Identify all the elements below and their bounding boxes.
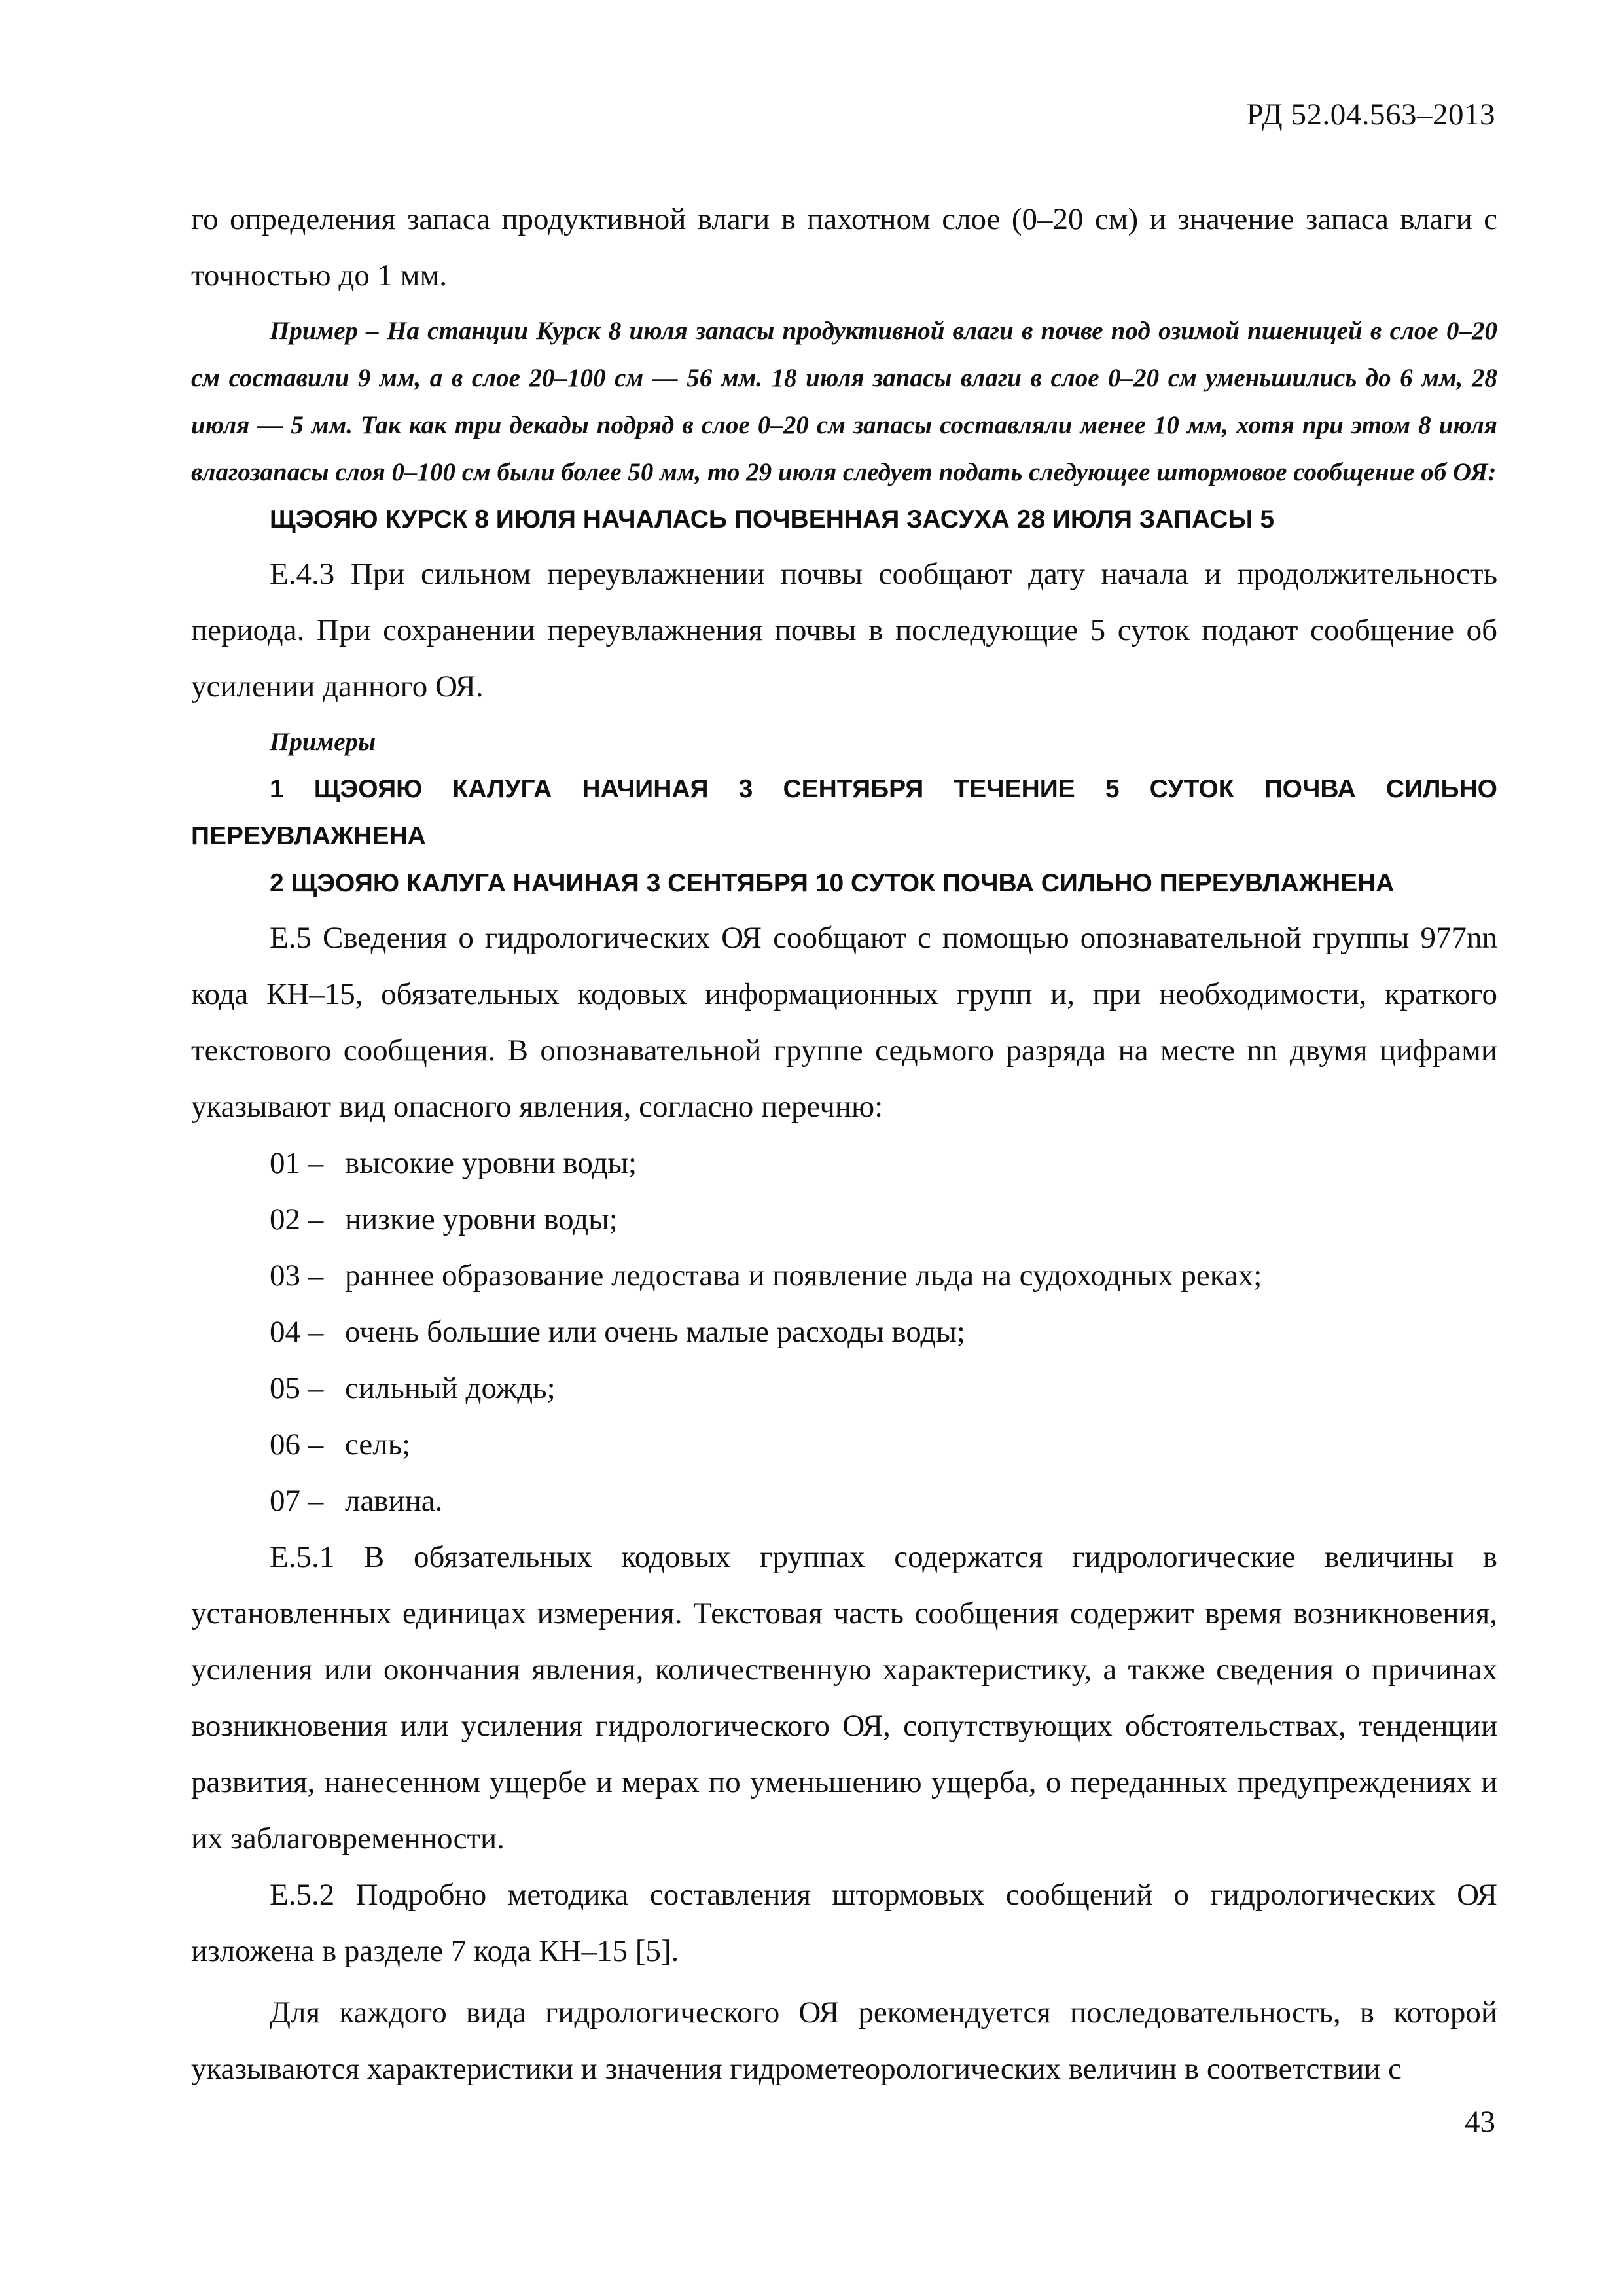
hazard-list: [191, 1135, 1497, 1529]
list-item-number: 06 –: [270, 1427, 324, 1462]
list-item-number: 02 –: [270, 1202, 324, 1236]
section-e51: Е.5.1 В обязательных кодовых группах содержатся гидрологические величины в установленных единицах измерения. Текстовая часть сообщения содержит время возникновения, усиления или окончания явления, количественную характеристику, а также сведения о причинах возникновения или усиления гидрологического ОЯ, сопутствующих обстоятельствах, тенденции развития, нанесенном ущербе и мерах по уменьшению ущерба, о переданных предупреждениях и их заблаговременности.: [191, 1540, 1497, 1856]
list-item-number: 03 –: [270, 1259, 324, 1293]
list-item-text: низкие уровни воды;: [345, 1202, 618, 1236]
list-item-text: раннее образование ледостава и появление льда на судоходных реках;: [345, 1259, 1262, 1293]
section-e5: Е.5 Сведения о гидрологических ОЯ сообщают с помощью опознавательной группы 977nn кода КН–15, обязательных кодовых информационных групп и, при необходимости, краткого текстового сообщения. В опознавательной группе седьмого разряда на месте nn двумя цифрами указывают вид опасного явления, согласно перечню:: [191, 921, 1497, 1124]
list-item-number: 07 –: [270, 1484, 324, 1518]
list-item: [191, 1247, 1497, 1304]
document-code: РД 52.04.563–2013: [1246, 98, 1495, 132]
examples-heading: Примеры: [270, 728, 376, 756]
page-number: 43: [1465, 2105, 1495, 2139]
storm-message-example: ЩЭОЯЮ КУРСК 8 ИЮЛЯ НАЧАЛАСЬ ПОЧВЕННАЯ ЗАСУХА 28 ИЮЛЯ ЗАПАСЫ 5: [270, 505, 1275, 533]
section-e43: Е.4.3 При сильном переувлажнении почвы сообщают дату начала и продолжительность периода. При сохранении переувлажнения почвы в последующие 5 суток подают сообщение об усилении данного ОЯ.: [191, 557, 1497, 704]
list-item-text: лавина.: [345, 1484, 443, 1518]
list-item-number: 01 –: [270, 1146, 324, 1180]
list-item-number: 04 –: [270, 1315, 324, 1349]
list-item: [191, 1473, 1497, 1529]
section-e52: Е.5.2 Подробно методика составления штормовых сообщений о гидрологических ОЯ изложена в разделе 7 кода КН–15 [5].: [191, 1878, 1497, 1968]
storm-message-example-2: 2 ЩЭОЯЮ КАЛУГА НАЧИНАЯ 3 СЕНТЯБРЯ 10 СУТОК ПОЧВА СИЛЬНО ПЕРЕУВЛАЖНЕНА: [270, 869, 1395, 897]
paragraph-continuation: го определения запаса продуктивной влаги в пахотном слое (0–20 см) и значение запаса влаги с точностью до 1 мм.: [191, 202, 1497, 293]
list-item: [191, 1416, 1497, 1473]
list-item: [191, 1304, 1497, 1360]
list-item-text: очень большие или очень малые расходы воды;: [345, 1315, 965, 1349]
list-item-text: высокие уровни воды;: [345, 1146, 637, 1180]
list-item-number: 05 –: [270, 1371, 324, 1405]
list-item: [191, 1135, 1497, 1191]
closing-paragraph: Для каждого вида гидрологического ОЯ рекомендуется последовательность, в которой указываются характеристики и значения гидрометеорологических величин в соответствии с: [191, 1996, 1497, 2086]
example-paragraph: Пример – На станции Курск 8 июля запасы продуктивной влаги в почве под озимой пшеницей в слое 0–20 см составили 9 мм, а в слое 20–100 см — 56 мм. 18 июля запасы влаги в слое 0–20 см уменьшились до 6 мм, 28 июля — 5 мм. Так как три декады подряд в слое 0–20 см запасы составляли менее 10 мм, хотя при этом 8 июля влагозапасы слоя 0–100 см были более 50 мм, то 29 июля следует подать следующее штормовое сообщение об ОЯ:: [191, 317, 1497, 486]
storm-message-example-1: 1 ЩЭОЯЮ КАЛУГА НАЧИНАЯ 3 СЕНТЯБРЯ ТЕЧЕНИЕ 5 СУТОК ПОЧВА СИЛЬНО ПЕРЕУВЛАЖНЕНА: [191, 775, 1497, 850]
document-body: [191, 191, 1497, 2097]
list-item-text: сель;: [345, 1427, 411, 1462]
list-item: [191, 1191, 1497, 1247]
list-item-text: сильный дождь;: [345, 1371, 556, 1405]
list-item: [191, 1360, 1497, 1416]
